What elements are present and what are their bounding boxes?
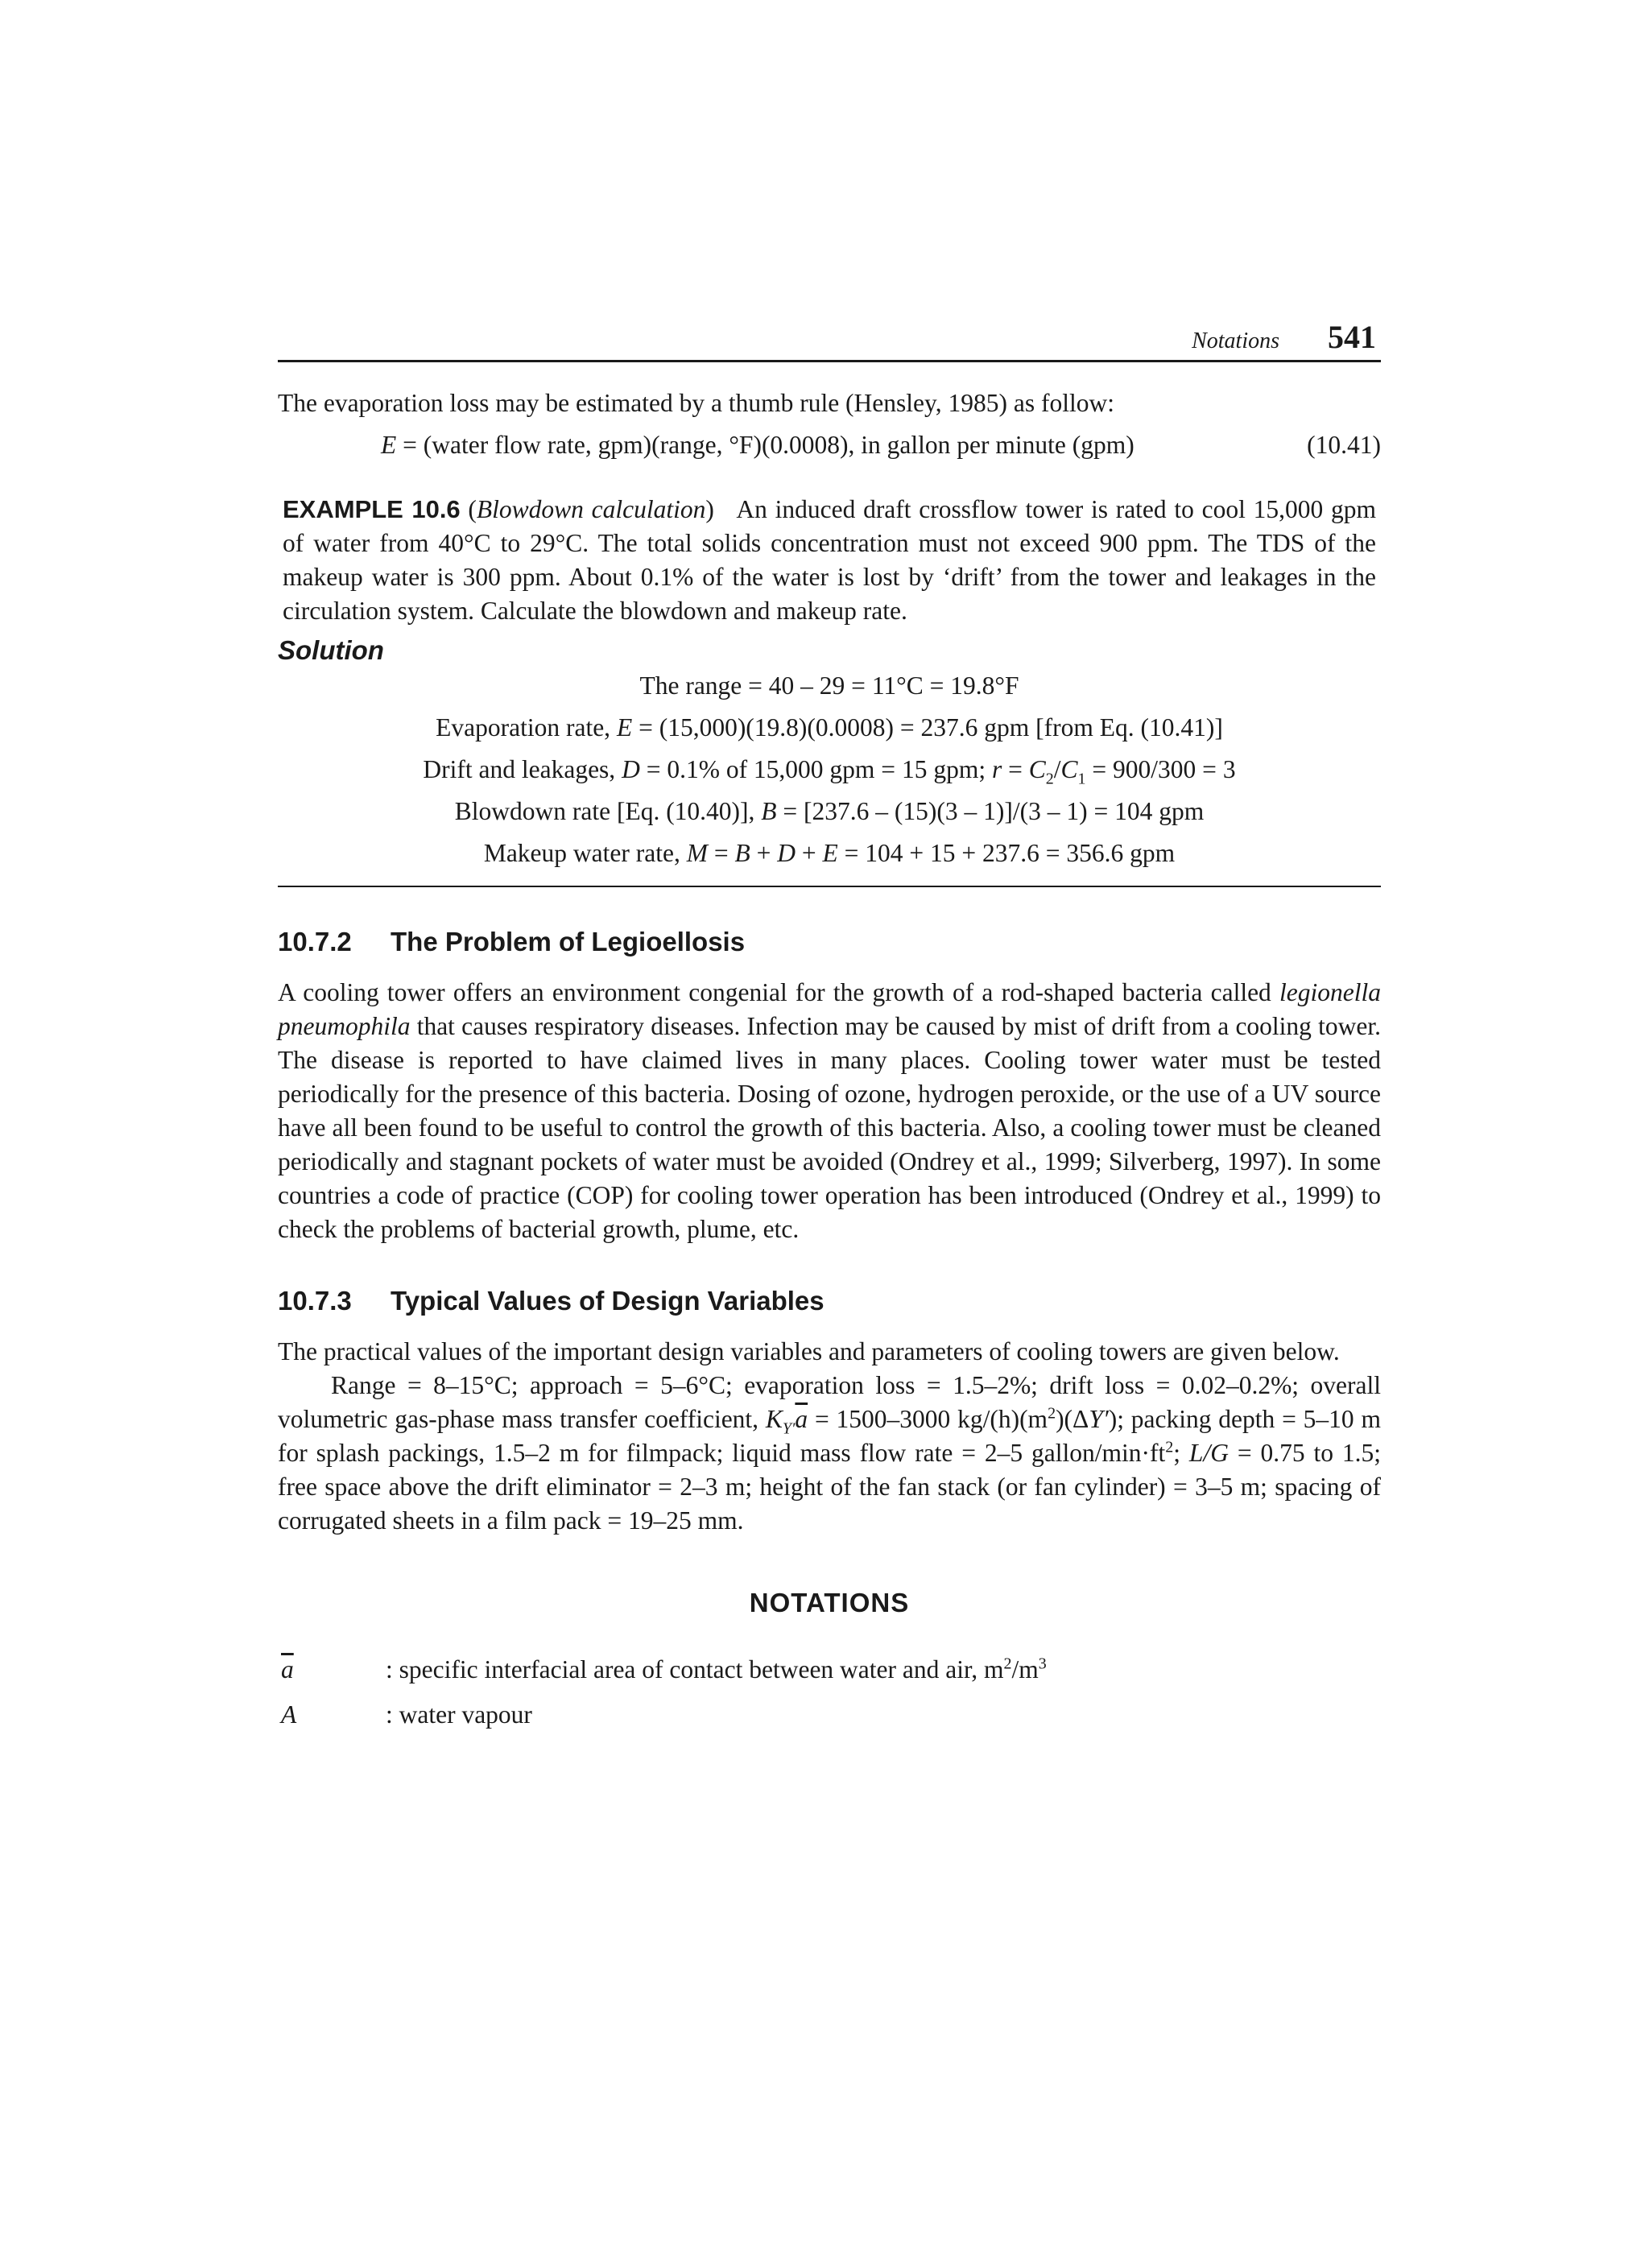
book-page [278, 318, 1381, 1737]
equation-10-41 [278, 428, 1381, 462]
notation-item [278, 1647, 1381, 1692]
example-text: An induced draft crossflow tower is rated to cool 15,000 gpm of water from 40°C to 29°C. The total solids concentration must not exceed 900 ppm. The TDS of the makeup water is 300 ppm. About 0.1% of the water is lost by ‘drift’ from the tower and leakages in the circulation system. Calculate the blowdown and makeup rate. [283, 495, 1376, 625]
example-label: EXAMPLE 10.6 [283, 495, 461, 523]
equation-body: E = (water flow rate, gpm)(range, °F)(0.0008), in gallon per minute (gpm) [381, 431, 1134, 459]
solution-end-rule [278, 886, 1381, 887]
solution-line-drift: Drift and leakages, D = 0.1% of 15,000 gpm = 15 gpm; $r = C_2/C_1 = 900/300 = 3$ [423, 755, 1236, 788]
header-rule [278, 360, 1381, 362]
solution-heading: Solution [278, 635, 384, 665]
solution-line-makeup: Makeup water rate, M = B + D + E = 104 + 15 + 237.6 = 356.6 gpm [483, 839, 1176, 867]
page-number: 541 [1328, 319, 1376, 355]
solution-line-blowdown: Blowdown rate [Eq. (10.40)], B = [237.6 – (15)(3 – 1)]/(3 – 1) = 104 gpm [454, 797, 1205, 825]
notation-definition: : specific interfacial area of contact between water and air, $m^2/m^3$ [386, 1655, 1047, 1683]
design-values-intro: The practical values of the important design variables and parameters of cooling towers are given below. [278, 1337, 1340, 1365]
notation-symbol: $\overline{a}$ [281, 1655, 294, 1683]
notation-definition: : water vapour [386, 1700, 532, 1729]
running-head-section: Notations [1192, 328, 1279, 353]
example-10-6: EXAMPLE 10.6 (Blowdown calculation) An induced draft crossflow tower is rated to cool 15,000 gpm of water from 40°C to 29°C. The total solids concentration must not exceed 900 ppm. The TDS of the makeup water is 300 ppm. About 0.1% of the water is lost by ‘drift’ from the tower and leakages in the circulation system. Calculate the blowdown and makeup rate. [283, 495, 1376, 625]
running-head [278, 318, 1381, 360]
section-heading-10-7-3 [278, 1285, 1381, 1317]
evaporation-intro: The evaporation loss may be estimated by a thumb rule (Hensley, 1985) as follow: [278, 389, 1114, 417]
solution-line-range: The range = 40 – 29 = 11°C = 19.8°F [639, 671, 1019, 700]
example-tag: Blowdown calculation [476, 495, 706, 523]
section-heading-10-7-2 [278, 926, 1381, 958]
equation-number: (10.41) [1307, 431, 1381, 459]
notation-symbol: A [281, 1700, 297, 1729]
legioellosis-paragraph: A cooling tower offers an environment congenial for the growth of a rod-shaped bacteria called legionella pneumophila that causes respiratory diseases. Infection may be caused by mist of drift from a cooling tower. The disease is reported to have claimed lives in many places. Cooling tower water must be tested periodically for the presence of this bacteria. Dosing of ozone, hydrogen peroxide, or the use of a UV source have all been found to be useful to control the growth of this bacteria. Also, a cooling tower must be cleaned periodically and stagnant pockets of water must be avoided (Ondrey et al., 1999; Silverberg, 1997). In some countries a code of practice (COP) for cooling tower operation has been introduced (Ondrey et al., 1999) to check the problems of bacterial growth, plume, etc. [278, 978, 1381, 1243]
section-number: 10.7.3 [278, 1286, 352, 1316]
solution-line-evaporation: Evaporation rate, E = (15,000)(19.8)(0.0008) = 237.6 gpm [from Eq. (10.41)] [436, 713, 1223, 742]
solution-lines [278, 665, 1381, 886]
section-number: 10.7.2 [278, 927, 352, 956]
section-title: Typical Values of Design Variables [391, 1286, 824, 1316]
notations-heading: NOTATIONS [749, 1588, 910, 1617]
design-values-list: Range = 8–15°C; approach = 5–6°C; evaporation loss = 1.5–2%; drift loss = 0.02–0.2%; overall volumetric gas-phase mass transfer coefficient, $K_{Y'}\overline{a} = 1500-3000$ $kg/(h)(m^2)(\Delta Y')$; packing depth = 5–10 m for splash packings, 1.5–2 m for filmpack; liquid mass flow rate = 2–5 gallon/$\min\cdot ft^2$; L/G = 0.75 to 1.5; free space above the drift eliminator = 2–3 m; height of the fan stack (or fan cylinder) = 3–5 m; spacing of corrugated sheets in a film pack = 19–25 mm. [278, 1371, 1381, 1535]
section-title: The Problem of Legioellosis [391, 927, 746, 956]
notation-item [278, 1692, 1381, 1737]
